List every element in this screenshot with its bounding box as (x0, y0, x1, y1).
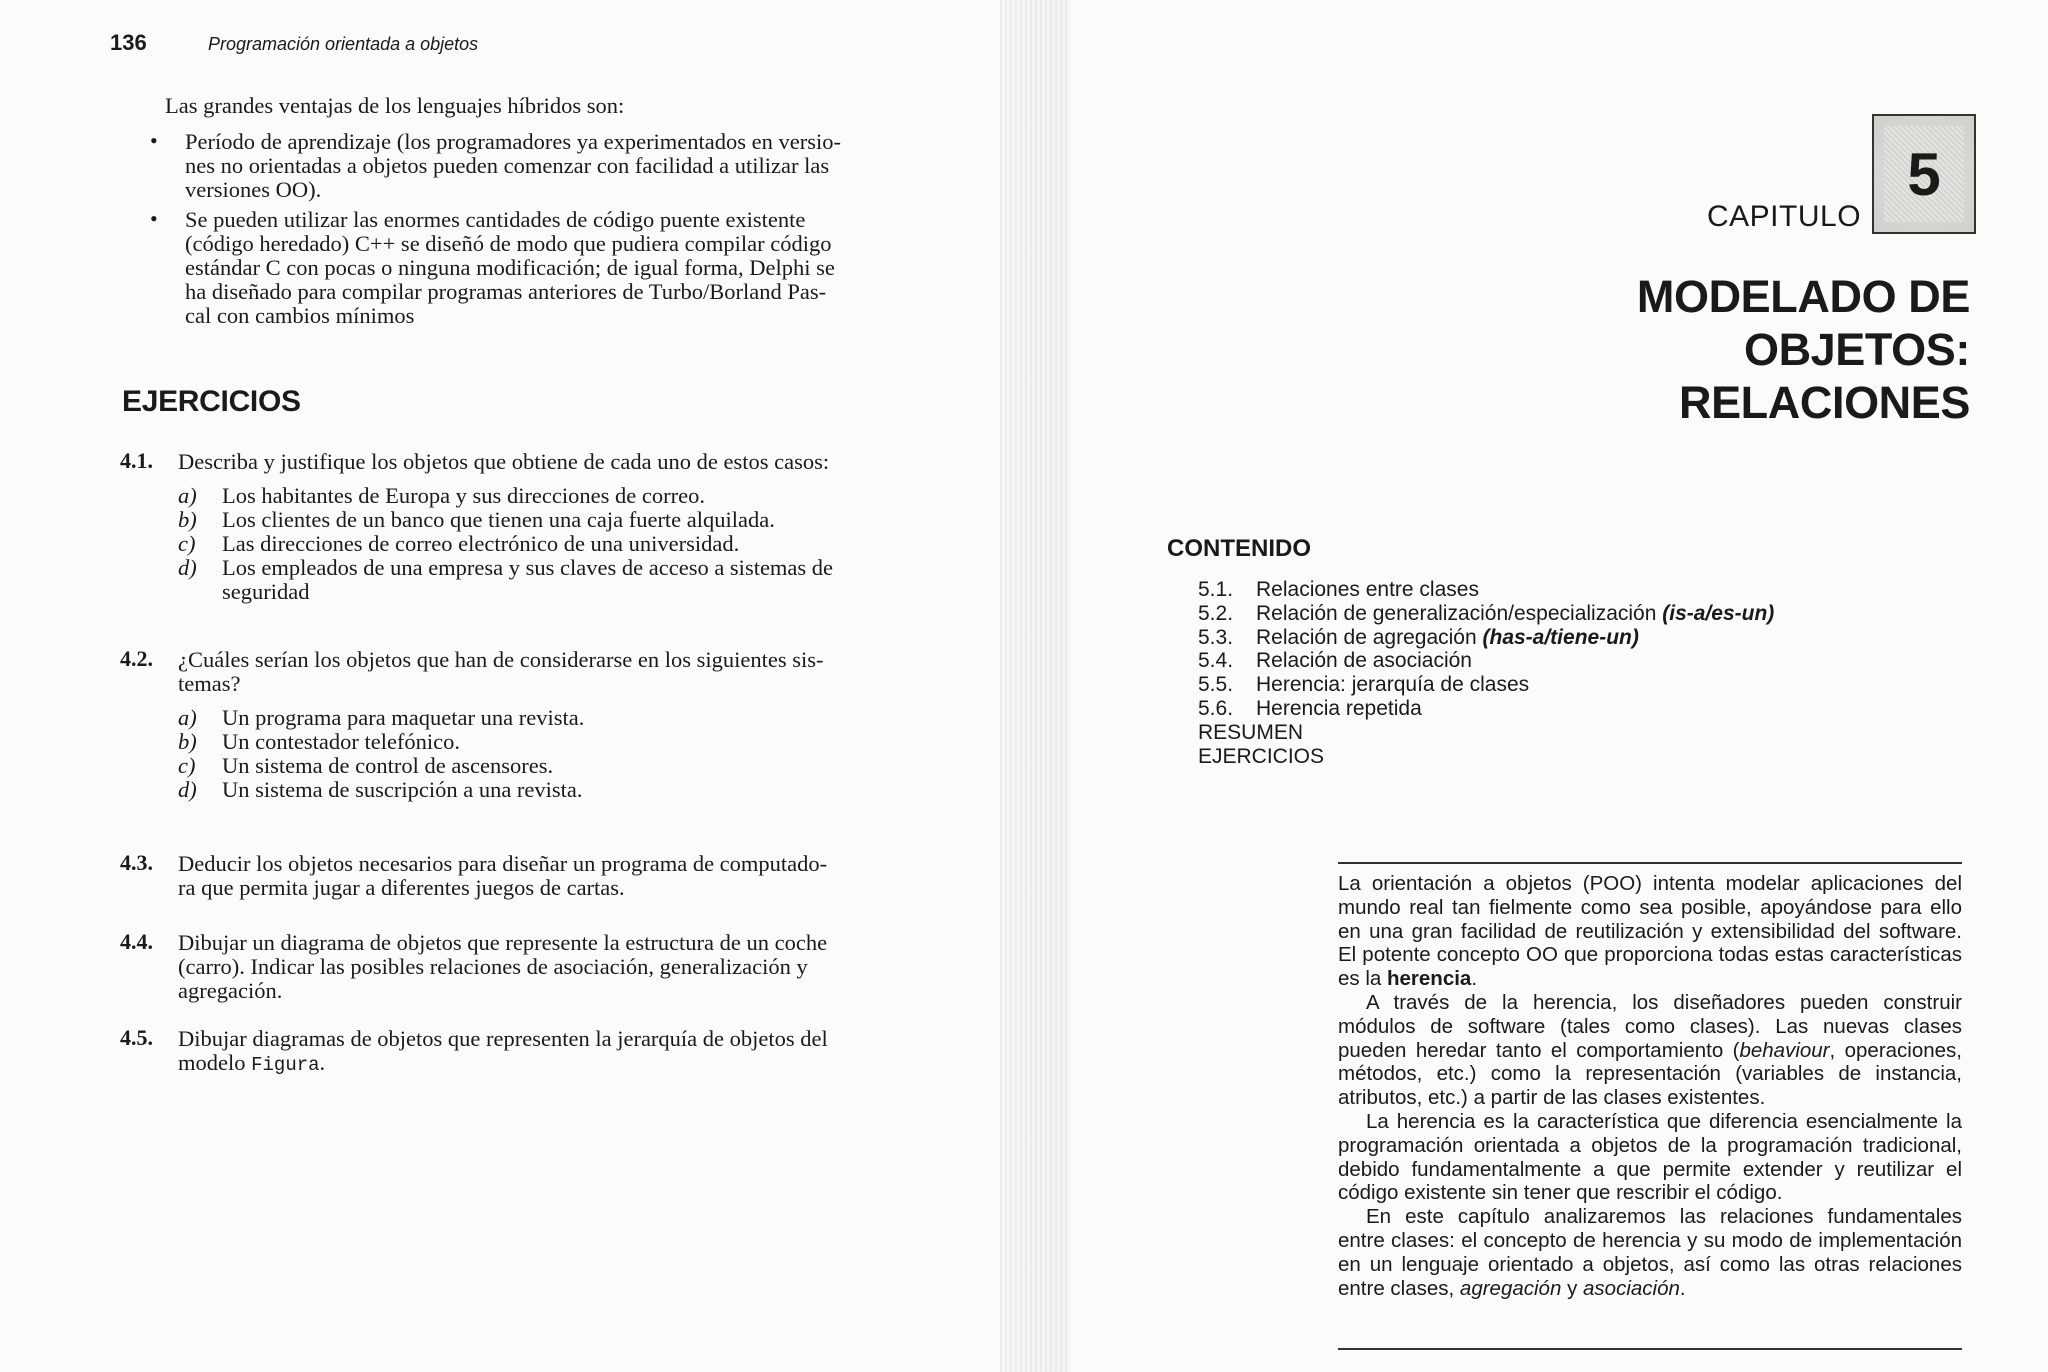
exercise-number: 4.2. (120, 646, 153, 671)
item-text-line: Un sistema de suscripción a una revista. (222, 777, 583, 802)
item-letter: c) (178, 531, 196, 556)
toc-title: Relación de generalización/especialización (1256, 601, 1663, 625)
abstract-paragraph-2: A través de la herencia, los diseñadores pueden construir módulos de software (tales como clases). Las nuevas clases pueden heredar tanto el comportamiento (behaviour, operaciones, métodos, etc.) como la representación (variables de instancia, atributos, etc.) a partir de las clases existentes. (1338, 990, 1963, 1110)
toc-title: EJERCICIOS (1198, 744, 1325, 768)
toc-title: Herencia: jerarquía de clases (1256, 673, 1530, 697)
chapter-title-line1: MODELADO DE OBJETOS: (1636, 271, 1970, 376)
chapter-title (1440, 270, 1970, 429)
toc-title: Herencia repetida (1256, 696, 1422, 720)
item-text-line: Las direcciones de correo electrónico de una universidad. (222, 531, 740, 556)
exercise-text-line: Dibujar un diagrama de objetos que represente la estructura de un coche (178, 930, 828, 955)
item-letter: a) (178, 483, 197, 508)
item-text-line: seguridad (222, 579, 310, 604)
exercise-text-line: temas? (178, 671, 241, 696)
bullet-line: nes no orientadas a objetos pueden comenzar con facilidad a utilizar las (185, 153, 830, 178)
chapter-abstract (1338, 872, 1962, 1300)
bullet-line: ha diseñado para compilar programas anteriores de Turbo/Borland Pas- (185, 279, 827, 304)
toc-number: 5.1. (1198, 578, 1234, 601)
item-letter: b) (178, 729, 197, 754)
exercise-text-line: Describa y justifique los objetos que obtiene de cada uno de estos casos: (178, 449, 830, 474)
toc-title: RESUMEN (1198, 720, 1304, 744)
intro-text: Las grandes ventajas de los lenguajes híbridos son: (165, 93, 625, 118)
exercise-text-line: ¿Cuáles serían los objetos que han de considerarse en los siguientes sis- (178, 647, 824, 672)
exercise-text-line: Dibujar diagramas de objetos que representen la jerarquía de objetos del (178, 1026, 828, 1051)
bullet-marker: • (150, 128, 158, 153)
item-letter: d) (178, 555, 197, 580)
toc-number: 5.2. (1198, 601, 1234, 625)
item-text-line: Los habitantes de Europa y sus direcciones de correo. (222, 483, 705, 508)
item-letter: b) (178, 507, 197, 532)
exercise-text-line: agregación. (178, 978, 283, 1003)
toc-item (1198, 602, 1774, 626)
toc-number: 5.4. (1198, 649, 1234, 673)
bullet-marker: • (150, 206, 158, 231)
toc-number: 5.6. (1198, 696, 1234, 720)
toc-item (1198, 721, 1774, 745)
abstract-paragraph-1: La orientación a objetos (POO) intenta modelar aplicaciones del mundo real tan fielmente como sea posible, apoyándose para ello en una gran facilidad de reutilización y extensibilidad del software. El potente concepto OO que proporciona todas estas características es la herencia. (1338, 872, 1962, 991)
exercise-number: 4.1. (120, 448, 153, 473)
item-letter: d) (178, 777, 197, 802)
text-span: . (319, 1050, 326, 1075)
exercise-number: 4.4. (120, 929, 153, 954)
chapter-number-box (1872, 114, 1976, 234)
bullet-line: (código heredado) C++ se diseñó de modo que pudiera compilar código (185, 231, 832, 256)
code-class-name: Figura (251, 1054, 320, 1076)
toc-number: 5.3. (1198, 625, 1234, 649)
page-number: 136 (110, 30, 147, 55)
chapter-title-line2: RELACIONES (1678, 377, 1970, 429)
bullet-line: cal con cambios mínimos (185, 303, 415, 328)
toc-item (1198, 649, 1774, 673)
toc-item (1198, 578, 1774, 602)
item-letter: c) (178, 753, 196, 778)
exercise-text-line: (carro). Indicar las posibles relaciones de asociación, generalización y (178, 954, 808, 979)
toc-italic: (is-a/es-un) (1662, 601, 1775, 625)
item-text-line: Un sistema de control de ascensores. (222, 753, 554, 778)
toc-title: Relación de asociación (1256, 649, 1472, 673)
bullet-line: Período de aprendizaje (los programadores ya experimentados en versio- (185, 129, 842, 154)
toc-title: Relación de agregación (1256, 625, 1483, 649)
toc-item (1198, 697, 1774, 721)
contents-heading: CONTENIDO (1167, 535, 1311, 562)
item-letter: a) (178, 705, 197, 730)
chapter-number: 5 (1907, 140, 1941, 208)
abstract-top-rule (1338, 862, 1962, 864)
bullet-line: versiones OO). (185, 177, 322, 202)
toc-item (1198, 745, 1774, 769)
toc-item (1198, 626, 1774, 650)
exercise-number: 4.5. (120, 1025, 153, 1050)
abstract-paragraph-4: En este capítulo analizaremos las relaciones fundamentales entre clases: el concepto de herencia y su modo de implementación en un lenguaje orientado a objetos, así como las otras relaciones entre clases, agregación y asociación. (1338, 1205, 1962, 1300)
abstract-bottom-rule (1338, 1348, 1962, 1350)
bullet-line: Se pueden utilizar las enormes cantidades de código puente existente (185, 207, 806, 232)
table-of-contents (1198, 578, 1774, 768)
toc-item (1198, 673, 1774, 697)
item-text-line: Un contestador telefónico. (222, 729, 461, 754)
text-span: modelo (178, 1050, 252, 1075)
exercise-text-line: Deducir los objetos necesarios para diseñar un programa de computado- (178, 851, 828, 876)
exercise-number: 4.3. (120, 850, 153, 875)
exercise-text-line (178, 1049, 325, 1078)
section-title: EJERCICIOS (122, 385, 301, 418)
bullet-line: estándar C con pocas o ninguna modificación; de igual forma, Delphi se (185, 255, 835, 280)
running-head: Programación orientada a objetos (208, 34, 479, 54)
toc-title: Relaciones entre clases (1256, 578, 1479, 601)
chapter-label: CAPITULO (1707, 200, 1862, 233)
toc-italic: (has-a/tiene-un) (1482, 625, 1639, 649)
item-text-line: Los clientes de un banco que tienen una caja fuerte alquilada. (222, 507, 775, 532)
abstract-paragraph-3: La herencia es la característica que diferencia esencialmente la programación orientada a objetos de la programación tradicional, debido fundamentalmente a que permite extender y reutilizar el código existente sin tener que rescribir el código. (1338, 1109, 1962, 1205)
exercise-text-line: ra que permita jugar a diferentes juegos de cartas. (178, 875, 625, 900)
toc-number: 5.5. (1198, 673, 1234, 697)
item-text-line: Un programa para maquetar una revista. (222, 705, 585, 730)
item-text-line: Los empleados de una empresa y sus claves de acceso a sistemas de (222, 555, 834, 580)
